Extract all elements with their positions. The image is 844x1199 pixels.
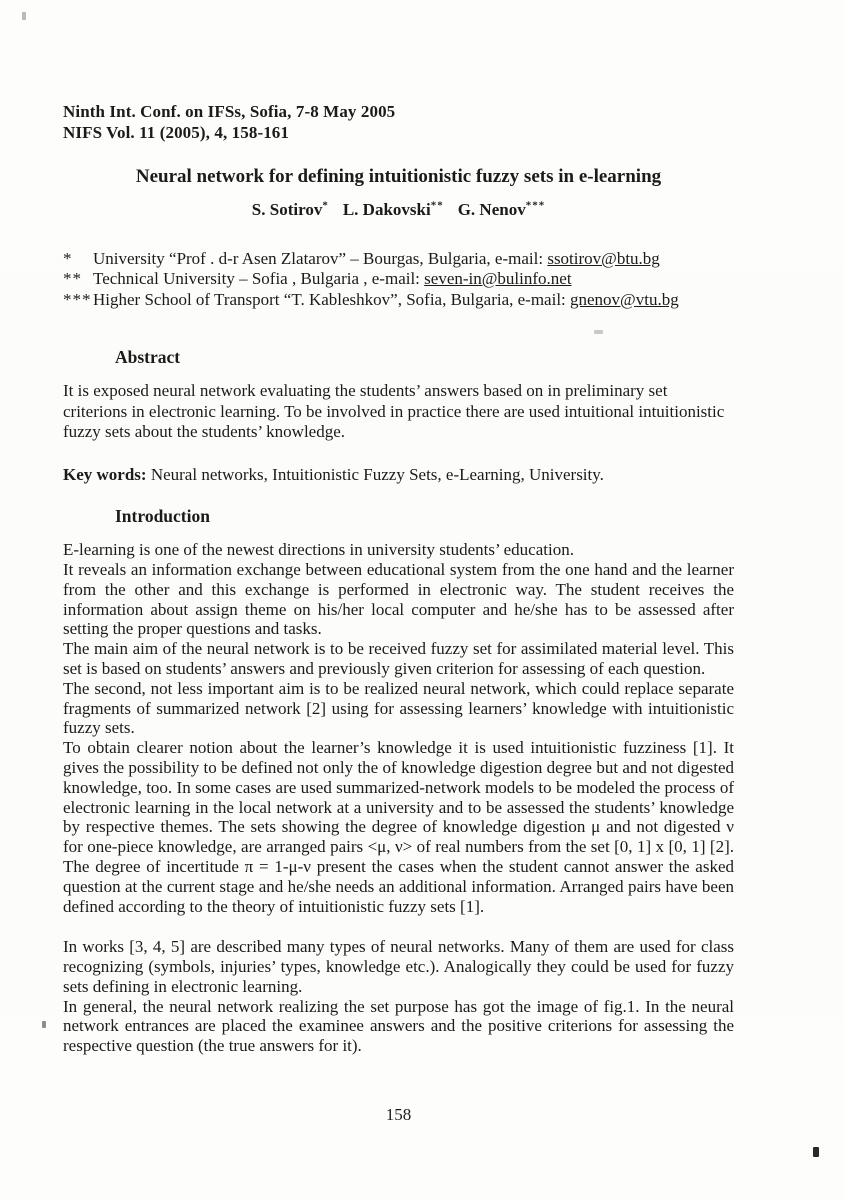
scan-speck-bottom-right [813,1147,819,1157]
intro-paragraph-2: It reveals an information exchange between educational system from the one hand and the learner from the other and this exchange is performed in electronic way. The student receives the information about assign theme on his/her local computer and he/she has to be assessed after setting the proper questions and tasks. [63,559,734,639]
affiliation-1-email: ssotirov@btu.bg [547,248,660,268]
author-1-marker: * [322,199,329,211]
author-3-marker: *** [525,199,546,211]
author-2-name: L. Dakovski [342,199,431,219]
volume-line: NIFS Vol. 11 (2005), 4, 158-161 [63,123,290,142]
affiliation-2-text [93,269,734,290]
affiliation-2-body: Technical University – Sofia , Bulgaria , e-mail: [93,269,425,289]
keywords-line [63,465,734,486]
intro-paragraph-3: The main aim of the neural network is to be received fuzzy set for assimilated material level. This set is based on students’ answers and previously given criterion for assessing of each question. [63,639,734,678]
affiliation-1-marker: * [63,248,73,268]
conference-header [63,101,734,143]
author-3-name: G. Nenov [457,199,526,219]
intro-paragraph-5: To obtain clearer notion about the learner’s knowledge it is used intuitionistic fuzziness [1]. It gives the possibility to be defined not only the of knowledge digestion degree but and not digested knowledge, too. In some cases are used summarized-network models to be modeled the process of electronic learning in the local network at a university and to be assessed the students’ knowledge by respective themes. The sets showing the degree of knowledge digestion μ and not digested ν for one-piece knowledge, are arranged pairs <μ, ν> of real numbers from the set [0, 1] x [0, 1] [2]. The degree of incertitude π = 1-μ-ν present the cases when the student cannot answer the asked question at the current stage and he/she needs an additional information. Arranged pairs have been defined according to the theory of intuitionistic fuzzy sets [1]. [63,738,734,916]
abstract-heading: Abstract [115,347,181,368]
author-2-marker: ** [430,199,444,211]
affiliation-2-marker: ** [63,269,82,289]
page-content [63,0,734,1056]
affiliation-1 [63,249,734,270]
affiliation-1-body: University “Prof . d-r Asen Zlatarov” – Bourgas, Bulgaria, e-mail: [93,248,548,268]
keywords-label: Key words: [63,464,147,484]
affiliation-2-email: seven-in@bulinfo.net [424,269,572,289]
scan-speck-mid-right [594,330,603,334]
affiliation-3-email: gnenov@vtu.bg [570,289,679,309]
author-1 [252,200,329,219]
conference-line: Ninth Int. Conf. on IFSs, Sofia, 7-8 May 2005 [63,102,396,121]
scan-speck-left-margin [42,1021,46,1028]
intro-paragraph-7: In general, the neural network realizing the set purpose has got the image of fig.1. In the neural network entrances are placed the examinee answers and the positive criterions for assessing the respective question (the true answers for it). [63,996,734,1056]
keywords-text: Neural networks, Intuitionistic Fuzzy Sets, e-Learning, University. [146,464,604,484]
affiliation-2 [63,269,734,290]
authors-line [63,199,734,220]
author-1-name: S. Sotirov [251,199,323,219]
intro-paragraph-4: The second, not less important aim is to be realized neural network, which could replace separate fragments of summarized network [2] using for assessing learners’ knowledge with intuitionistic fuzzy sets. [63,678,734,738]
scan-speck-top-left [22,12,26,20]
intro-paragraph-1: E-learning is one of the newest directions in university students’ education. [63,540,574,560]
abstract-text: It is exposed neural network evaluating the students’ answers based on in preliminary set criterions in electronic learning. To be involved in practice there are used intuitional intuitionistic fuzzy sets about the students’ knowledge. [63,381,725,442]
affiliation-3-marker: *** [63,289,92,309]
intro-paragraph-6: In works [3, 4, 5] are described many types of neural networks. Many of them are used for class recognizing (symbols, injuries’ types, knowledge etc.). Analogically they could be used for fuzzy sets defining in electronic learning. [63,937,734,996]
author-3 [458,200,546,219]
introduction-heading: Introduction [115,506,210,527]
author-2 [343,200,444,219]
affiliation-3-body: Higher School of Transport “T. Kableshkov”, Sofia, Bulgaria, e-mail: [93,289,571,309]
affiliation-3 [63,290,734,311]
affiliations [63,249,734,311]
affiliation-1-text [93,249,734,270]
paper-title: Neural network for defining intuitionistic fuzzy sets in e-learning [135,166,662,187]
page-number: 158 [385,1105,412,1124]
affiliation-3-text [93,290,734,311]
